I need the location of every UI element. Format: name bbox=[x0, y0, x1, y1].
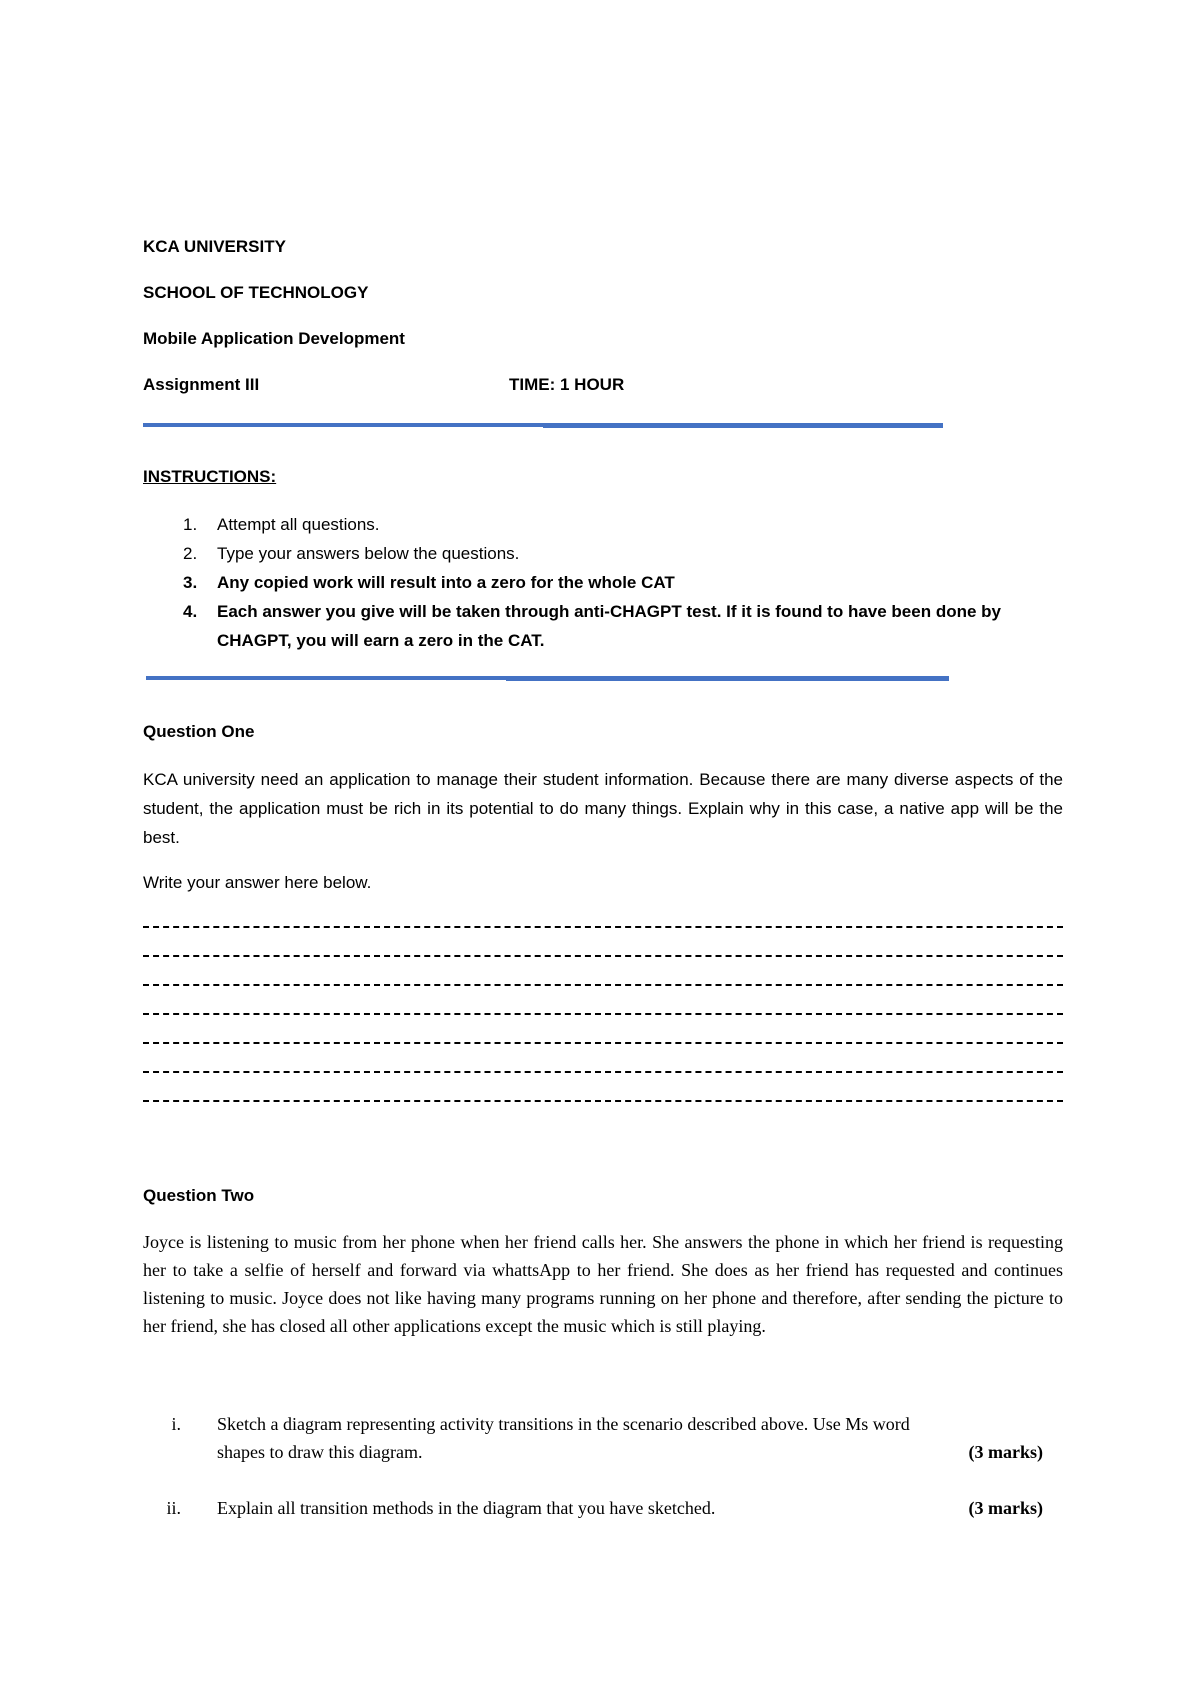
question-one-body: KCA university need an application to manage their student information. Because there are many diverse aspects of the student, the application must be rich in its potential to do many things. Explain why in this case, a native app will be the best. bbox=[143, 770, 1063, 847]
list-item-text: Type your answers below the questions. bbox=[217, 544, 520, 563]
answer-line[interactable] bbox=[143, 1013, 1063, 1015]
list-item-number: 1. bbox=[183, 515, 198, 534]
assignment-title: Assignment III bbox=[143, 375, 260, 394]
question-part-number: ii. bbox=[166, 1498, 181, 1518]
answer-line[interactable] bbox=[143, 1042, 1063, 1044]
list-item bbox=[143, 539, 1043, 568]
answer-line[interactable] bbox=[143, 1100, 1063, 1102]
question-two-title: Question Two bbox=[143, 1186, 255, 1205]
answer-line[interactable] bbox=[143, 984, 1063, 986]
question-part-text: Sketch a diagram representing activity transitions in the scenario described above. Use Ms word shapes to draw this diagram. bbox=[217, 1414, 910, 1462]
question-one-title: Question One bbox=[143, 722, 255, 741]
question-part-marks: (3 marks) bbox=[968, 1442, 1043, 1462]
question-part-number: i. bbox=[171, 1414, 181, 1434]
answer-prompt: Write your answer here below. bbox=[143, 873, 372, 892]
divider-rule-right bbox=[506, 676, 949, 681]
time-allowed: TIME: 1 HOUR bbox=[509, 375, 625, 394]
list-item-text: Any copied work will result into a zero for the whole CAT bbox=[217, 573, 675, 592]
list-item-text: Attempt all questions. bbox=[217, 515, 380, 534]
school-name: SCHOOL OF TECHNOLOGY bbox=[143, 283, 369, 302]
question-two-body: Joyce is listening to music from her phone when her friend calls her. She answers the phone in which her friend is requesting her to take a selfie of herself and forward via whattsApp to her friend. She does as her friend has requested and continues listening to music. Joyce does not like having many programs running on her phone and therefore, after sending the picture to her friend, she has closed all other applications except the music which is still playing. bbox=[143, 1232, 1063, 1336]
list-item-number: 4. bbox=[183, 602, 198, 621]
list-item bbox=[143, 568, 1043, 597]
university-name: KCA UNIVERSITY bbox=[143, 237, 286, 256]
answer-line[interactable] bbox=[143, 1071, 1063, 1073]
question-part-marks: (3 marks) bbox=[968, 1498, 1043, 1518]
instructions-title: INSTRUCTIONS: bbox=[143, 467, 277, 486]
list-item-text: Each answer you give will be taken through anti-CHAGPT test. If it is found to have been done by CHAGPT, you will earn a zero in the CAT. bbox=[217, 602, 1001, 650]
question-part bbox=[143, 1410, 1063, 1470]
list-item-number: 2. bbox=[183, 544, 198, 563]
divider-rule-left bbox=[143, 423, 543, 427]
question-part-text: Explain all transition methods in the diagram that you have sketched. bbox=[217, 1498, 716, 1518]
course-title: Mobile Application Development bbox=[143, 329, 405, 348]
answer-line[interactable] bbox=[143, 926, 1063, 928]
list-item bbox=[143, 510, 1043, 539]
question-part bbox=[143, 1494, 1063, 1524]
instructions-list bbox=[143, 510, 1043, 655]
divider-rule-left bbox=[146, 676, 506, 680]
answer-line[interactable] bbox=[143, 955, 1063, 957]
list-item bbox=[143, 597, 1043, 655]
divider-rule-right bbox=[543, 423, 943, 428]
list-item-number: 3. bbox=[183, 573, 198, 592]
